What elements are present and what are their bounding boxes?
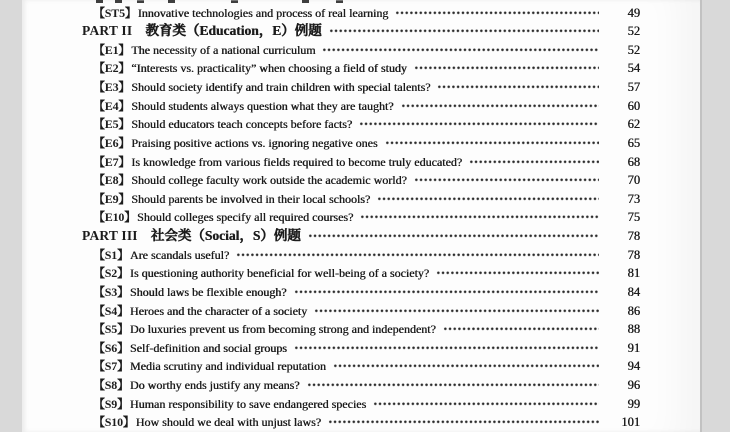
part-label: PART III [82, 228, 138, 243]
dot-leader [414, 171, 599, 190]
dot-leader [333, 357, 599, 376]
toc-entry-row [82, 171, 640, 190]
toc-part-row [82, 227, 640, 246]
dot-leader [294, 283, 599, 302]
page-number: 57 [627, 80, 640, 94]
entry-title: Heroes and the character of a society [129, 303, 308, 318]
entry-title: How should we deal with unjust laws? [135, 415, 321, 430]
entry-label: 【E7】 [93, 154, 131, 169]
toc-entry-row [82, 413, 640, 432]
entry-title: Should college faculty work outside the academic world? [131, 173, 407, 188]
entry-label: 【E3】 [93, 80, 131, 94]
toc-entry-row [82, 264, 640, 283]
entry-label: 【E5】 [93, 117, 131, 132]
toc-entry-row [82, 153, 640, 172]
entry-label: 【E8】 [93, 173, 131, 188]
dot-leader [360, 208, 599, 227]
entry-title: Praising positive actions vs. ignoring negative ones [131, 135, 378, 150]
toc-entry-row [82, 339, 640, 358]
toc-entry-row [82, 78, 640, 97]
entry-title: Should laws be flexible enough? [129, 284, 287, 299]
entry-title: Should students always question what they are taught? [131, 98, 394, 113]
entry-label: 【E6】 [93, 135, 131, 150]
part-title: 教育类（Education，E）例题 [145, 23, 322, 39]
entry-label: 【S5】 [93, 322, 129, 337]
entry-title: Should society identify and train children with special talents? [131, 80, 431, 94]
toc-entry-row [82, 115, 640, 134]
page-number: 96 [627, 378, 640, 392]
page-number: 62 [627, 117, 640, 132]
toc-part-row [82, 22, 640, 41]
page-number: 65 [627, 135, 640, 150]
page-number: 94 [627, 359, 640, 374]
toc-entry-row [82, 357, 640, 376]
page-number: 81 [627, 266, 640, 281]
entry-title: Do worthy ends justify any means? [129, 378, 300, 392]
entry-title: “Interests vs. practicality” when choosing a field of study [131, 61, 407, 76]
entry-title: Do luxuries prevent us from becoming strong and independent? [129, 322, 436, 337]
dot-leader [373, 395, 599, 414]
dot-leader [377, 190, 599, 209]
dot-leader [469, 153, 599, 172]
entry-title: Is questioning authority beneficial for well-being of a society? [129, 266, 430, 281]
toc-list [82, 4, 640, 432]
dot-leader [294, 339, 599, 358]
page-number: 84 [627, 284, 640, 299]
page-number: 86 [627, 303, 640, 318]
dot-leader [328, 413, 599, 432]
entry-label: 【E9】 [93, 191, 131, 206]
entry-title: Media scrutiny and individual reputation [129, 359, 326, 374]
dot-leader [308, 227, 599, 246]
entry-title: Is knowledge from various fields required to become truly educated? [131, 154, 463, 169]
entry-title: Are scandals useful? [129, 247, 230, 262]
entry-label: 【ST5】 [93, 5, 137, 20]
page-number: 68 [627, 154, 640, 169]
dot-leader [322, 41, 599, 60]
toc-entry-row [82, 208, 640, 227]
entry-title: Should parents be involved in their local schools? [131, 191, 371, 206]
entry-label: 【S9】 [93, 396, 129, 411]
toc-entry-row [82, 283, 640, 302]
entry-label: 【S4】 [93, 303, 129, 318]
entry-label: 【S1】 [93, 247, 129, 262]
book-page [22, 0, 702, 432]
dot-leader [307, 376, 599, 395]
page-number: 52 [627, 24, 640, 39]
toc-entry-row [82, 134, 640, 153]
dot-leader [395, 4, 599, 23]
page-number: 101 [621, 415, 640, 430]
entry-title: Should educators teach concepts before facts? [131, 117, 353, 132]
entry-label: 【S2】 [93, 266, 129, 281]
entry-label: 【E10】 [93, 210, 137, 225]
part-title: 社会类（Social，S）例题 [150, 228, 301, 243]
dot-leader [359, 115, 599, 134]
entry-label: 【E4】 [93, 98, 131, 113]
entry-label: 【E2】 [93, 61, 131, 76]
entry-title: Should colleges specify all required courses? [137, 210, 354, 225]
page-number: 73 [627, 191, 640, 206]
dot-leader [443, 320, 599, 339]
page-number: 91 [627, 340, 640, 355]
dot-leader [329, 22, 599, 41]
toc-entry-row [82, 246, 640, 265]
part-label: PART II [82, 23, 133, 39]
toc-entry-row [82, 97, 640, 116]
toc-entry-row [82, 41, 640, 60]
toc-entry-row [82, 4, 640, 23]
dot-leader [385, 134, 599, 153]
page-number: 75 [627, 210, 640, 225]
toc-entry-row [82, 302, 640, 321]
dot-leader [236, 246, 599, 265]
toc-entry-row [82, 376, 640, 395]
cropped-line-fragment [96, 0, 103, 3]
dot-leader [436, 264, 599, 283]
page-number: 99 [627, 396, 640, 411]
toc-entry-row [82, 320, 640, 339]
page-edge-shadow [700, 0, 702, 432]
page-number: 78 [627, 229, 640, 243]
entry-title: Self-definition and social groups [129, 340, 287, 355]
page-number: 70 [627, 173, 640, 188]
toc-entry-row [82, 395, 640, 414]
entry-label: 【S10】 [93, 415, 135, 430]
entry-label: 【S3】 [93, 284, 129, 299]
page-number: 54 [627, 61, 640, 76]
dot-leader [401, 97, 599, 116]
page-number: 49 [627, 5, 640, 20]
entry-title: The necessity of a national curriculum [131, 42, 316, 57]
page-number: 60 [627, 98, 640, 113]
page-number: 78 [627, 247, 640, 262]
page-number: 52 [627, 42, 640, 57]
dot-leader [314, 302, 599, 321]
entry-title: Human responsibility to save endangered species [129, 396, 367, 411]
entry-title: Innovative technologies and process of real learning [137, 5, 389, 20]
toc-entry-row [82, 190, 640, 209]
entry-label: 【S6】 [93, 340, 129, 355]
dot-leader [414, 59, 599, 78]
entry-label: 【E1】 [93, 42, 131, 57]
entry-label: 【S7】 [93, 359, 129, 374]
entry-label: 【S8】 [93, 378, 129, 392]
dot-leader [437, 78, 599, 97]
toc-entry-row [82, 59, 640, 78]
page-number: 88 [627, 322, 640, 337]
